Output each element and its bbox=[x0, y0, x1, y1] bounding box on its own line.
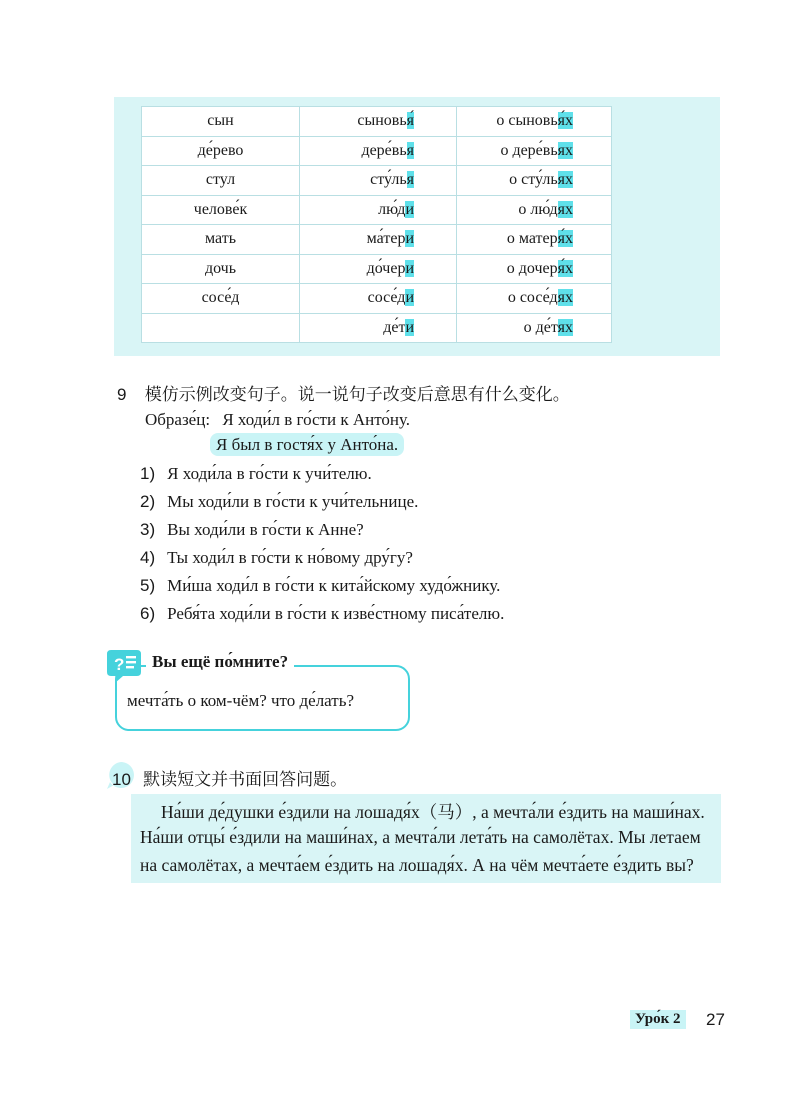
sample-answer-line bbox=[210, 435, 404, 455]
stem: де́т bbox=[383, 318, 406, 336]
singular-cell: сосе́д bbox=[142, 284, 300, 314]
ending-highlight: и bbox=[405, 259, 414, 277]
reading-text-line: На́ши отцы́ е́здили на маши́нах, а мечта́ли лета́ть на самолётах. Мы летаем bbox=[140, 827, 701, 847]
prepositional-cell bbox=[457, 166, 612, 196]
stem: лю́д bbox=[378, 200, 406, 218]
exercise-9-header bbox=[117, 380, 570, 405]
reading-text-box bbox=[131, 794, 721, 883]
exercise-10-header bbox=[112, 765, 347, 790]
reading-text-line: На́ши де́душки е́здили на лошадя́х（马）, а мечта́ли е́здить на маши́нах. bbox=[161, 802, 705, 822]
stem: ма́тер bbox=[366, 230, 406, 248]
stem: дере́вь bbox=[361, 141, 407, 159]
plural-cell bbox=[300, 313, 457, 343]
stem: о сыновь bbox=[496, 112, 558, 130]
table-row bbox=[142, 284, 612, 314]
stem: о сосе́д bbox=[507, 289, 558, 307]
list-item bbox=[140, 576, 500, 596]
stem: сыновь bbox=[357, 112, 407, 130]
ending-highlight: и bbox=[405, 318, 414, 336]
stem: до́чер bbox=[366, 259, 406, 277]
singular-cell bbox=[142, 313, 300, 343]
reading-text-line: на самолётах, а мечта́ем е́здить на лошадя́х. А на чём мечта́ете е́здить вы? bbox=[140, 855, 694, 875]
ending-highlight: ях bbox=[557, 141, 573, 159]
plural-cell bbox=[300, 166, 457, 196]
item-text: Ми́ша ходи́л в го́сти к кита́йскому худо́жнику. bbox=[167, 576, 501, 595]
plural-cell bbox=[300, 254, 457, 284]
item-number: 2) bbox=[140, 492, 156, 511]
exercise-number: 10 bbox=[112, 770, 131, 789]
plural-cell bbox=[300, 136, 457, 166]
item-number: 6) bbox=[140, 604, 156, 623]
prepositional-cell bbox=[457, 313, 612, 343]
list-item bbox=[140, 492, 418, 512]
ending-highlight: и bbox=[405, 230, 414, 248]
stem: о лю́д bbox=[518, 200, 558, 218]
reminder-title: Вы ещё по́мните? bbox=[146, 652, 294, 672]
stem: о сту́ль bbox=[509, 171, 558, 189]
ending-highlight: ях bbox=[557, 289, 573, 307]
plural-cell bbox=[300, 107, 457, 137]
stem: сту́ль bbox=[370, 171, 407, 189]
ending-highlight: и bbox=[405, 200, 414, 218]
sample-line bbox=[145, 410, 410, 430]
exercise-number: 9 bbox=[117, 385, 127, 404]
question-bubble-icon bbox=[105, 646, 145, 686]
prepositional-cell bbox=[457, 136, 612, 166]
exercise-instruction: 默读短文并书面回答问题。 bbox=[143, 770, 348, 789]
item-text: Вы ходи́ли в го́сти к Анне? bbox=[167, 520, 364, 539]
reminder-body: мечта́ть о ком-чём? что де́лать? bbox=[127, 691, 355, 710]
prepositional-cell bbox=[457, 225, 612, 255]
declension-table-panel bbox=[114, 97, 720, 356]
page-number: 27 bbox=[706, 1010, 725, 1029]
plural-cell bbox=[300, 284, 457, 314]
list-item bbox=[140, 604, 504, 624]
sample-sentence: Я ходи́л в го́сти к Анто́ну. bbox=[222, 410, 411, 429]
ending-highlight: и bbox=[405, 289, 414, 307]
stem: о дочер bbox=[506, 259, 558, 277]
item-text: Мы ходи́ли в го́сти к учи́тельнице. bbox=[167, 492, 419, 511]
sample-label: Образе́ц: bbox=[145, 410, 211, 429]
table-row bbox=[142, 195, 612, 225]
singular-cell: мать bbox=[142, 225, 300, 255]
stem: о матер bbox=[506, 230, 558, 248]
item-text: Ты ходи́л в го́сти к но́вому дру́гу? bbox=[167, 548, 413, 567]
declension-table bbox=[141, 106, 612, 343]
ending-highlight: ях bbox=[557, 318, 573, 336]
sample-answer: Я был в гостя́х у Анто́на. bbox=[210, 433, 404, 456]
item-number: 1) bbox=[140, 464, 156, 483]
exercise-instruction: 模仿示例改变句子。说一说句子改变后意思有什么变化。 bbox=[144, 385, 570, 404]
item-number: 5) bbox=[140, 576, 156, 595]
singular-cell: дочь bbox=[142, 254, 300, 284]
prepositional-cell bbox=[457, 284, 612, 314]
prepositional-cell bbox=[457, 107, 612, 137]
singular-cell: де́рево bbox=[142, 136, 300, 166]
singular-cell: стул bbox=[142, 166, 300, 196]
list-item bbox=[140, 464, 372, 484]
prepositional-cell bbox=[457, 195, 612, 225]
table-row bbox=[142, 313, 612, 343]
ending-highlight: я́х bbox=[557, 259, 573, 277]
item-number: 4) bbox=[140, 548, 156, 567]
singular-cell: сын bbox=[142, 107, 300, 137]
item-text: Ребя́та ходи́ли в го́сти к изве́стному писа́телю. bbox=[167, 604, 505, 623]
table-row bbox=[142, 136, 612, 166]
stem: о де́т bbox=[523, 318, 558, 336]
list-item bbox=[140, 520, 364, 540]
table-row bbox=[142, 254, 612, 284]
lesson-badge: Уро́к 2 bbox=[630, 1010, 686, 1029]
list-item bbox=[140, 548, 413, 568]
singular-cell: челове́к bbox=[142, 195, 300, 225]
stem: сосе́д bbox=[367, 289, 406, 307]
table-row bbox=[142, 225, 612, 255]
stem: о дере́вь bbox=[500, 141, 558, 159]
ending-highlight: я́ bbox=[406, 112, 414, 130]
reminder-box bbox=[115, 665, 410, 731]
ending-highlight: ях bbox=[557, 200, 573, 218]
prepositional-cell bbox=[457, 254, 612, 284]
ending-highlight: я bbox=[406, 171, 414, 189]
table-row bbox=[142, 166, 612, 196]
plural-cell bbox=[300, 195, 457, 225]
ending-highlight: ях bbox=[557, 171, 573, 189]
ending-highlight: я́х bbox=[557, 112, 573, 130]
plural-cell bbox=[300, 225, 457, 255]
item-number: 3) bbox=[140, 520, 156, 539]
ending-highlight: я bbox=[406, 141, 414, 159]
table-row bbox=[142, 107, 612, 137]
ending-highlight: я́х bbox=[557, 230, 573, 248]
item-text: Я ходи́ла в го́сти к учи́телю. bbox=[167, 464, 372, 483]
svg-text:?: ? bbox=[114, 655, 125, 674]
